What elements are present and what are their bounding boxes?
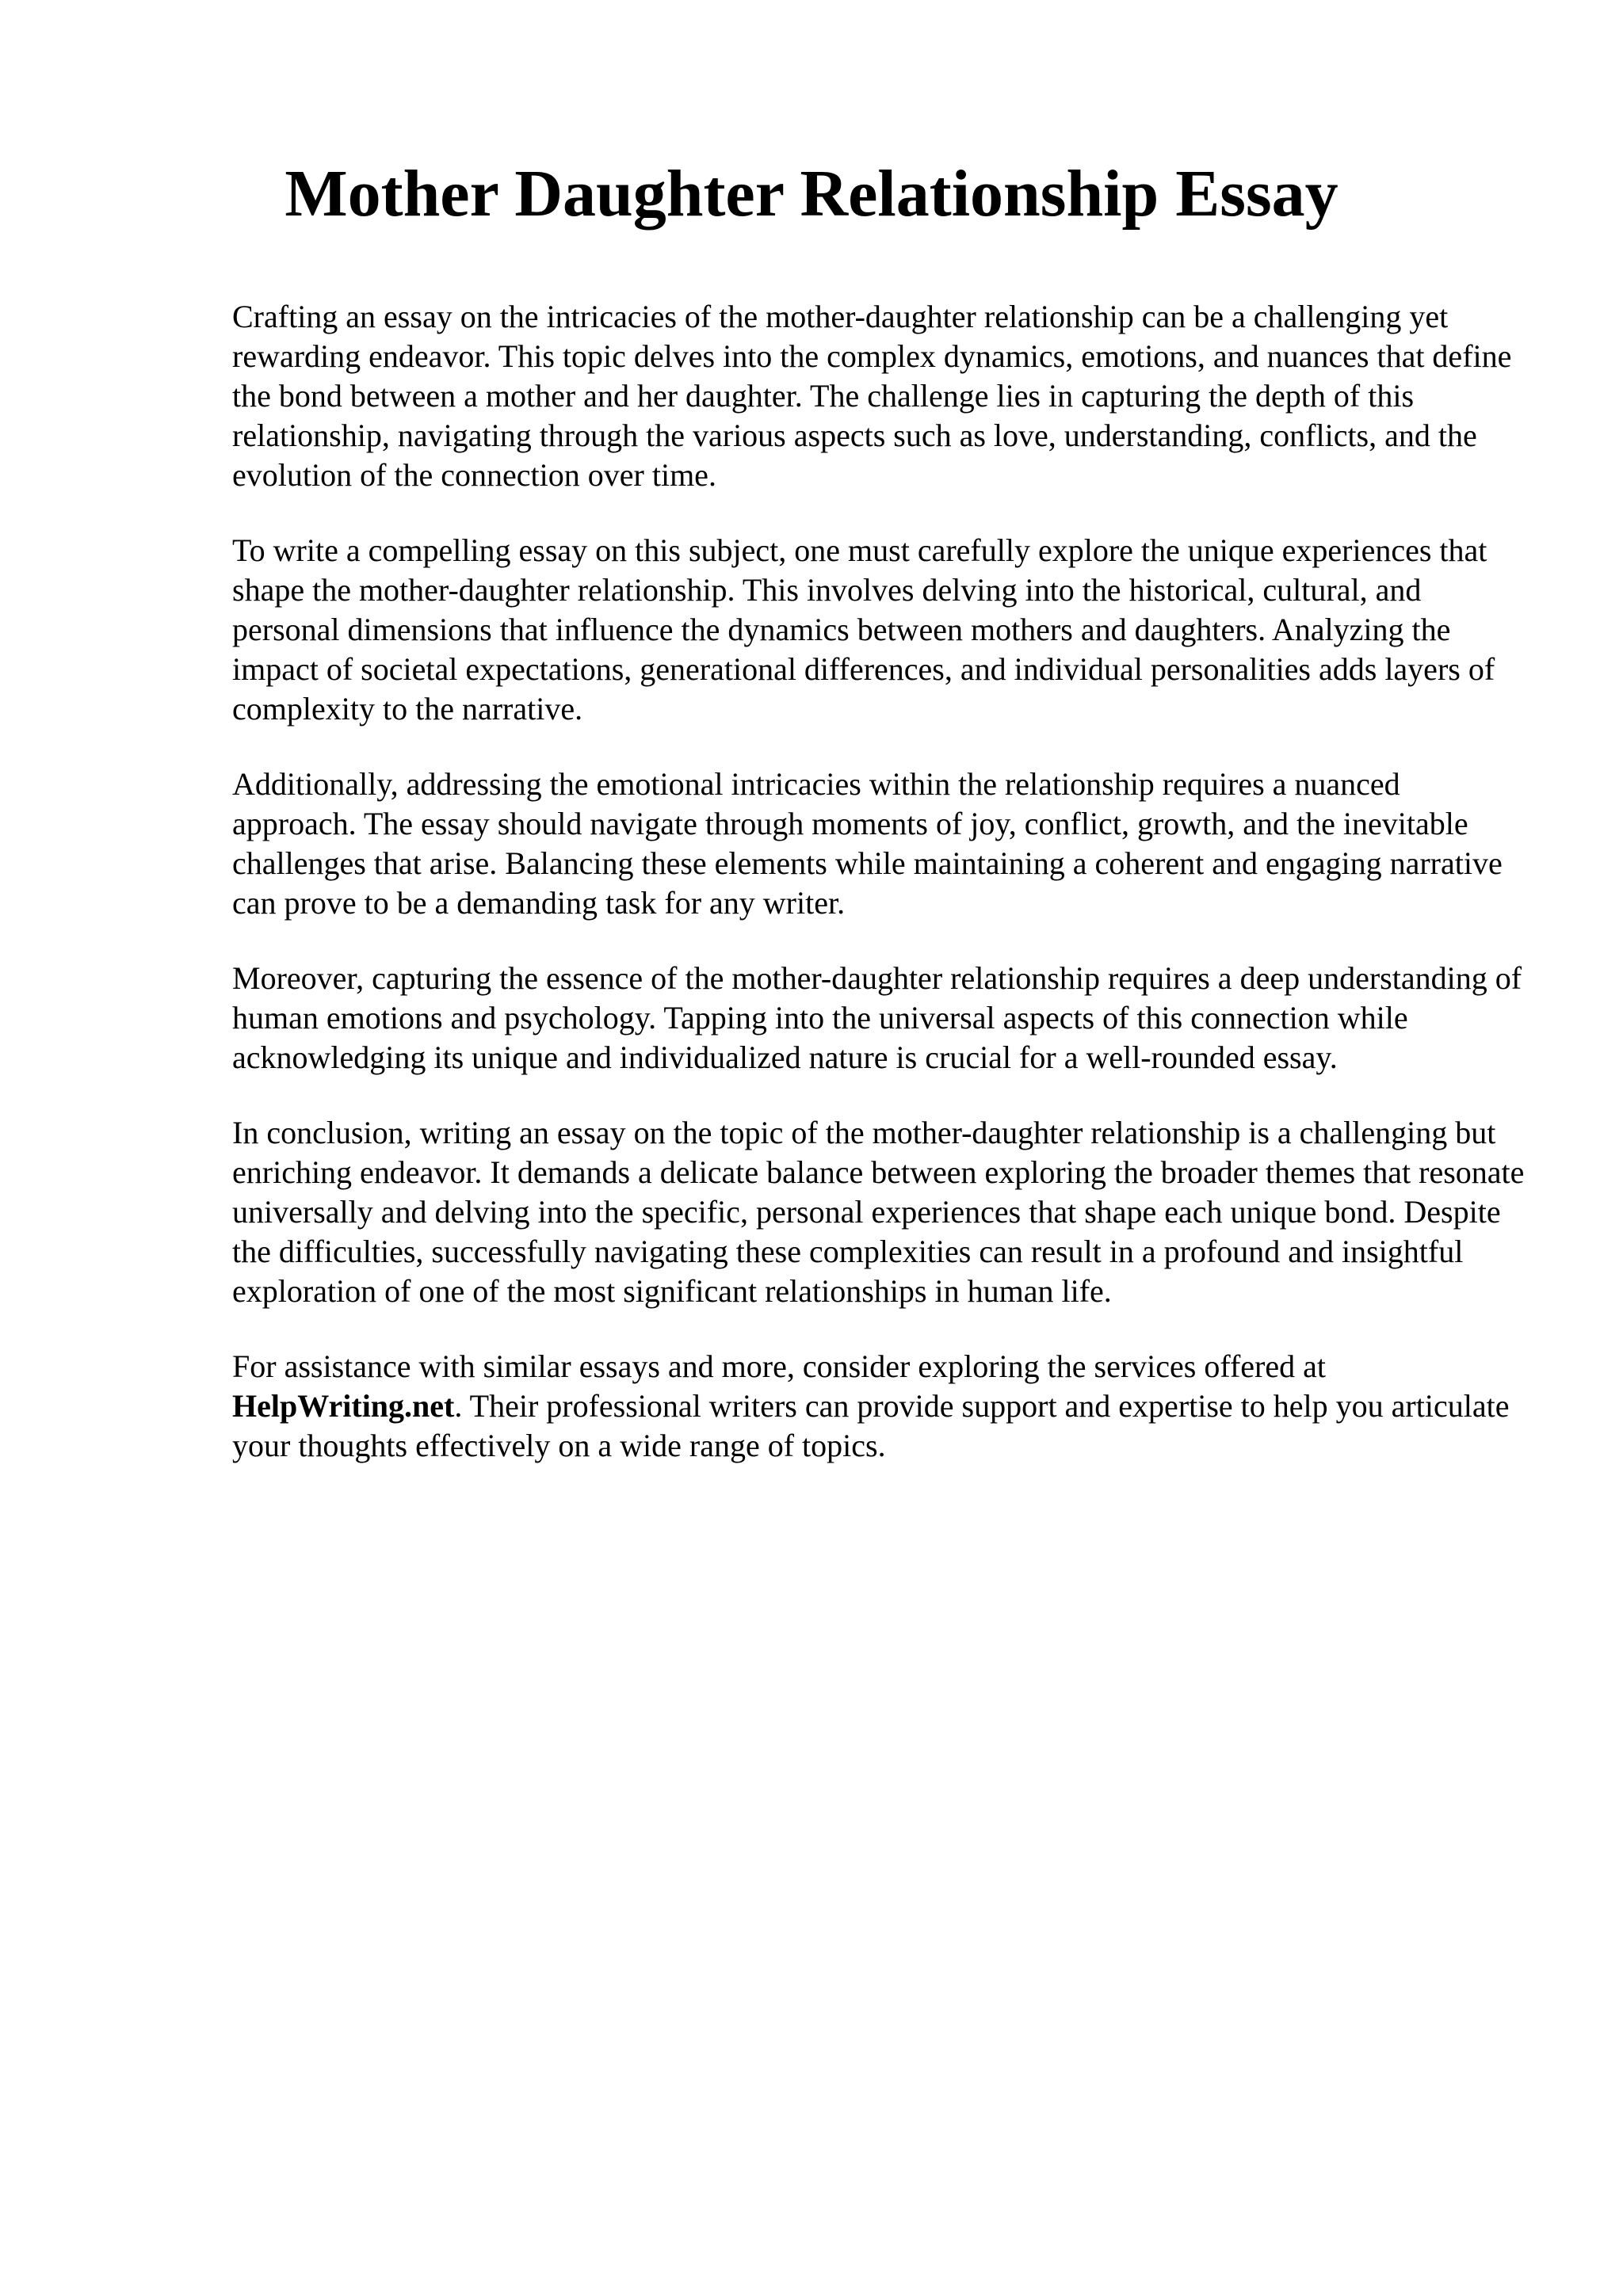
brand-link[interactable]: HelpWriting.net <box>232 1388 455 1424</box>
document-body <box>232 297 1532 1501</box>
paragraph-intro: Crafting an essay on the intricacies of the mother-daughter relationship can be a challenging yet rewarding endeavor. This topic delves into the complex dynamics, emotions, and nuances that define the bond between a mother and her daughter. The challenge lies in capturing the depth of this relationship, navigating through the various aspects such as love, understanding, conflicts, and the evolution of the connection over time. <box>232 299 1512 493</box>
closing-text-before: For assistance with similar essays and more, consider exploring the services offered at <box>232 1348 1326 1384</box>
paragraph-essence: Moreover, capturing the essence of the mother-daughter relationship requires a deep understanding of human emotions and psychology. Tapping into the universal aspects of this connection while acknowledging its unique and individualized nature is crucial for a well-rounded essay. <box>232 960 1522 1075</box>
paragraph-closing <box>232 1347 1532 1466</box>
document-title: Mother Daughter Relationship Essay <box>285 157 1338 231</box>
paragraph-experiences: To write a compelling essay on this subject, one must carefully explore the unique experiences that shape the mother-daughter relationship. This involves delving into the historical, cultural, and personal dimensions that influence the dynamics between mothers and daughters. Analyzing the impact of societal expectations, generational differences, and individual personalities adds layers of complexity to the narrative. <box>232 532 1495 727</box>
paragraph-emotional: Additionally, addressing the emotional intricacies within the relationship requires a nuanced approach. The essay should navigate through moments of joy, conflict, growth, and the inevitable challenges that arise. Balancing these elements while maintaining a coherent and engaging narrative can prove to be a demanding task for any writer. <box>232 766 1503 921</box>
closing-text-after: . Their professional writers can provide support and expertise to help you articulate your thoughts effectively on a wide range of topics. <box>232 1388 1510 1463</box>
paragraph-conclusion: In conclusion, writing an essay on the topic of the mother-daughter relationship is a challenging but enriching endeavor. It demands a delicate balance between exploring the broader themes that resonate universally and delving into the specific, personal experiences that shape each unique bond. Despite the difficulties, successfully navigating these complexities can result in a profound and insightful exploration of one of the most significant relationships in human life. <box>232 1115 1525 1309</box>
